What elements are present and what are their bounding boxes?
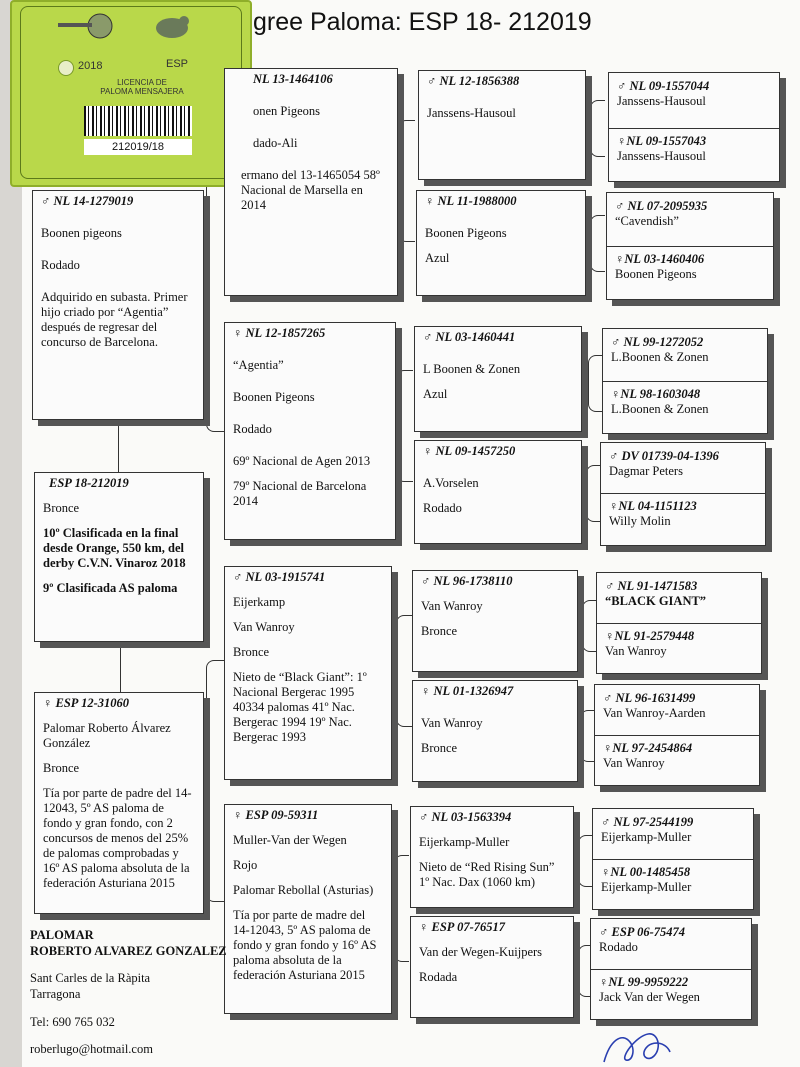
bracket	[590, 215, 605, 272]
g4-box	[594, 684, 760, 786]
signature	[596, 1022, 676, 1067]
breeder: A.Vorselen	[423, 476, 479, 490]
ring-number: ♀ ESP 09-59311	[233, 808, 319, 822]
bracket	[582, 600, 597, 652]
color: Bronce	[233, 645, 270, 659]
ring-number: ♂ NL 96-1738110	[421, 574, 513, 588]
granddam-paternal-box	[224, 322, 396, 540]
breeder: Van Wanroy	[605, 644, 667, 658]
result: 10º Clasificada en la final desde Orange, 550 km, del derby C.V.N. Vinaroz 2018	[43, 526, 186, 570]
g4-box	[606, 192, 774, 300]
tag-licence-text	[82, 78, 202, 96]
breeder: Boonen pigeons	[41, 226, 122, 240]
bracket	[396, 615, 413, 727]
bracket	[206, 660, 225, 902]
ring-number: ♂ NL 09-1557044	[617, 79, 710, 93]
ring-number: ♂ NL 96-1631499	[603, 691, 696, 705]
breeder: Boonen Pigeons	[615, 267, 697, 281]
breeder: Van der Wegen-Kuijpers	[419, 945, 543, 959]
ring-number: ♀NL 91-2579448	[605, 629, 695, 643]
breeder: Van Wanroy	[421, 599, 483, 613]
owner-name: ROBERTO ALVAREZ GONZALEZ	[30, 943, 227, 958]
ring-number: ♀NL 03-1460406	[615, 252, 705, 266]
color: Bronce	[43, 501, 80, 515]
g3-box	[414, 440, 582, 544]
ring-number: ♀ NL 09-1457250	[423, 444, 516, 458]
ring-number: ♂ NL 03-1460441	[423, 330, 516, 344]
g3-box	[410, 806, 574, 908]
color: dado-Ali	[253, 136, 298, 150]
name: “BLACK GIANT”	[605, 594, 707, 608]
color: Bronce	[43, 761, 80, 775]
connector	[120, 642, 121, 694]
ring-number: ♀ NL 01-1326947	[421, 684, 514, 698]
ring-number: NL 13-1464106	[253, 72, 333, 86]
tag-hole	[58, 60, 74, 76]
breeder: Eijerkamp-Muller	[419, 835, 510, 849]
ring-number: ♀NL 97-2454864	[603, 741, 693, 755]
breeder: Janssens-Hausoul	[617, 149, 706, 163]
note: Nieto de “Red Rising Sun” 1º Nac. Dax (1060 km)	[419, 860, 555, 889]
grandsire-maternal-box	[224, 566, 392, 780]
email: roberlugo@hotmail.com	[30, 1042, 153, 1057]
note: ermano del 13-1465054 58º Nacional de Marsella en 2014	[241, 168, 380, 212]
breeder-contact	[30, 928, 227, 1058]
connector	[118, 420, 119, 472]
phone: Tel: 690 765 032	[30, 1014, 115, 1029]
ring-number: ♂ NL 12-1856388	[427, 74, 520, 88]
g4-box	[596, 572, 762, 674]
breeder: Van Wanroy	[233, 620, 295, 634]
g4-box	[590, 918, 752, 1020]
ring-number: ♀NL 99-9959222	[599, 975, 689, 989]
g4-box	[600, 442, 766, 546]
pigeon-icon	[150, 10, 194, 44]
g4-box	[608, 72, 780, 182]
breeder: Boonen Pigeons	[233, 390, 315, 404]
color: Bronce	[421, 741, 458, 755]
color: Rojo	[233, 858, 258, 872]
breeder: Jack Van der Wegen	[599, 990, 700, 1004]
result: 9º Clasificada AS paloma	[43, 581, 178, 595]
bracket	[394, 855, 409, 962]
ring-number: ♂ NL 97-2544199	[601, 815, 694, 829]
dam-box	[34, 692, 204, 914]
ring-number: ♂ DV 01739-04-1396	[609, 449, 719, 463]
bracket	[588, 355, 603, 412]
breeder: Janssens-Hausoul	[427, 106, 516, 120]
color: Rodado	[233, 422, 272, 436]
note: 79º Nacional de Barcelona 2014	[233, 479, 367, 508]
tag-number: 212019/18	[84, 139, 192, 155]
g4-box	[602, 328, 768, 434]
g3-box	[412, 680, 578, 782]
tag-country: ESP	[166, 58, 189, 70]
ring-number: ♂ NL 03-1915741	[233, 570, 326, 584]
breeder: Eijerkamp-Muller	[601, 830, 692, 844]
g3-box	[418, 70, 586, 180]
ring-number: ♂ ESP 06-75474	[599, 925, 685, 939]
breeder: L.Boonen & Zonen	[611, 350, 709, 364]
color: Bronce	[421, 624, 458, 638]
breeder: Eijerkamp	[233, 595, 286, 609]
ring-number: ♀NL 09-1557043	[617, 134, 707, 148]
emblem-icon	[58, 8, 118, 46]
note: Tía por parte de padre del 14-12043, 5º AS paloma de fondo y gran fondo, con 2 concursos de menos del 25% de palomas comprobadas y 16º AS paloma absoluta de la federación Asturiana 2015	[43, 786, 192, 890]
color: Rodada	[419, 970, 458, 984]
barcode	[84, 106, 192, 136]
ring-number: ♀NL 04-1151123	[609, 499, 697, 513]
bracket	[590, 100, 605, 157]
breeder: L Boonen & Zonen	[423, 362, 521, 376]
ring-number: ♂ NL 03-1563394	[419, 810, 512, 824]
note: 69º Nacional de Agen 2013	[233, 454, 371, 468]
g3-box	[416, 190, 586, 296]
color: Azul	[425, 251, 450, 265]
province: Tarragona	[30, 986, 81, 1001]
g4-box	[592, 808, 754, 910]
ring-number: ♀ NL 11-1988000	[425, 194, 517, 208]
ring-number: ♀NL 98-1603048	[611, 387, 701, 401]
g3-box	[410, 916, 574, 1018]
licence-line: PALOMA MENSAJERA	[100, 87, 184, 97]
breeder: Van Wanroy-Aarden	[603, 706, 706, 720]
breeder: Van Wanroy	[603, 756, 665, 770]
color: Azul	[423, 387, 448, 401]
bracket	[396, 370, 413, 482]
breeder: Dagmar Peters	[609, 464, 683, 478]
loft: Palomar Rebollal (Asturias)	[233, 883, 374, 897]
breeder: onen Pigeons	[253, 104, 321, 118]
granddam-maternal-box	[224, 804, 392, 1014]
licence-tag	[10, 0, 252, 187]
note: Nieto de “Black Giant”: 1º Nacional Bergerac 1995 40334 palomas 41º Nac. Bergerac 1994 19º Nac. Bergerac 1993	[233, 670, 367, 744]
name: “Agentia”	[233, 358, 284, 372]
breeder: Van Wanroy	[421, 716, 483, 730]
g3-box	[412, 570, 578, 672]
tag-year: 2018	[78, 60, 103, 72]
breeder: Boonen Pigeons	[425, 226, 507, 240]
breeder: Eijerkamp-Muller	[601, 880, 692, 894]
grandsire-paternal-box	[224, 68, 398, 296]
breeder: Palomar Roberto Álvarez González	[43, 721, 171, 750]
page-title: gree Paloma: ESP 18- 212019	[253, 8, 592, 36]
ring-number: ♀ NL 12-1857265	[233, 326, 326, 340]
bracket	[586, 465, 601, 522]
bracket	[580, 710, 595, 762]
ring-number: ♀ ESP 12-31060	[43, 696, 129, 710]
bracket	[398, 120, 415, 242]
ring-number: ♂ NL 14-1279019	[41, 194, 134, 208]
color: Rodado	[599, 940, 638, 954]
ring-number: ♀ ESP 07-76517	[419, 920, 505, 934]
note: Adquirido en subasta. Primer hijo criado por “Agentia” después de regresar del concurso de Barcelona.	[41, 290, 188, 349]
ring-number: ♀NL 00-1485458	[601, 865, 691, 879]
ring-number: ♂ NL 07-2095935	[615, 199, 708, 213]
note: Tía por parte de madre del 14-12043, 5º AS paloma de fondo y gran fondo y 16º AS paloma absoluta de la federación Asturiana 2015	[233, 908, 377, 982]
loft-name: PALOMAR	[30, 928, 94, 942]
ring-number: ♂ NL 91-1471583	[605, 579, 698, 593]
color: Rodado	[423, 501, 462, 515]
breeder: Willy Molin	[609, 514, 671, 528]
bracket	[206, 180, 225, 432]
breeder: Muller-Van der Wegen	[233, 833, 347, 847]
breeder: Janssens-Hausoul	[617, 94, 706, 108]
sire-box	[32, 190, 204, 420]
g3-box	[414, 326, 582, 432]
subject-box	[34, 472, 204, 642]
city: Sant Carles de la Ràpita	[30, 971, 151, 986]
bracket	[578, 835, 593, 887]
name: “Cavendish”	[615, 214, 679, 228]
ring-number: ESP 18-212019	[49, 476, 129, 490]
licence-line: LICENCIA DE	[117, 78, 167, 87]
ring-number: ♂ NL 99-1272052	[611, 335, 704, 349]
color: Rodado	[41, 258, 80, 272]
breeder: L.Boonen & Zonen	[611, 402, 709, 416]
